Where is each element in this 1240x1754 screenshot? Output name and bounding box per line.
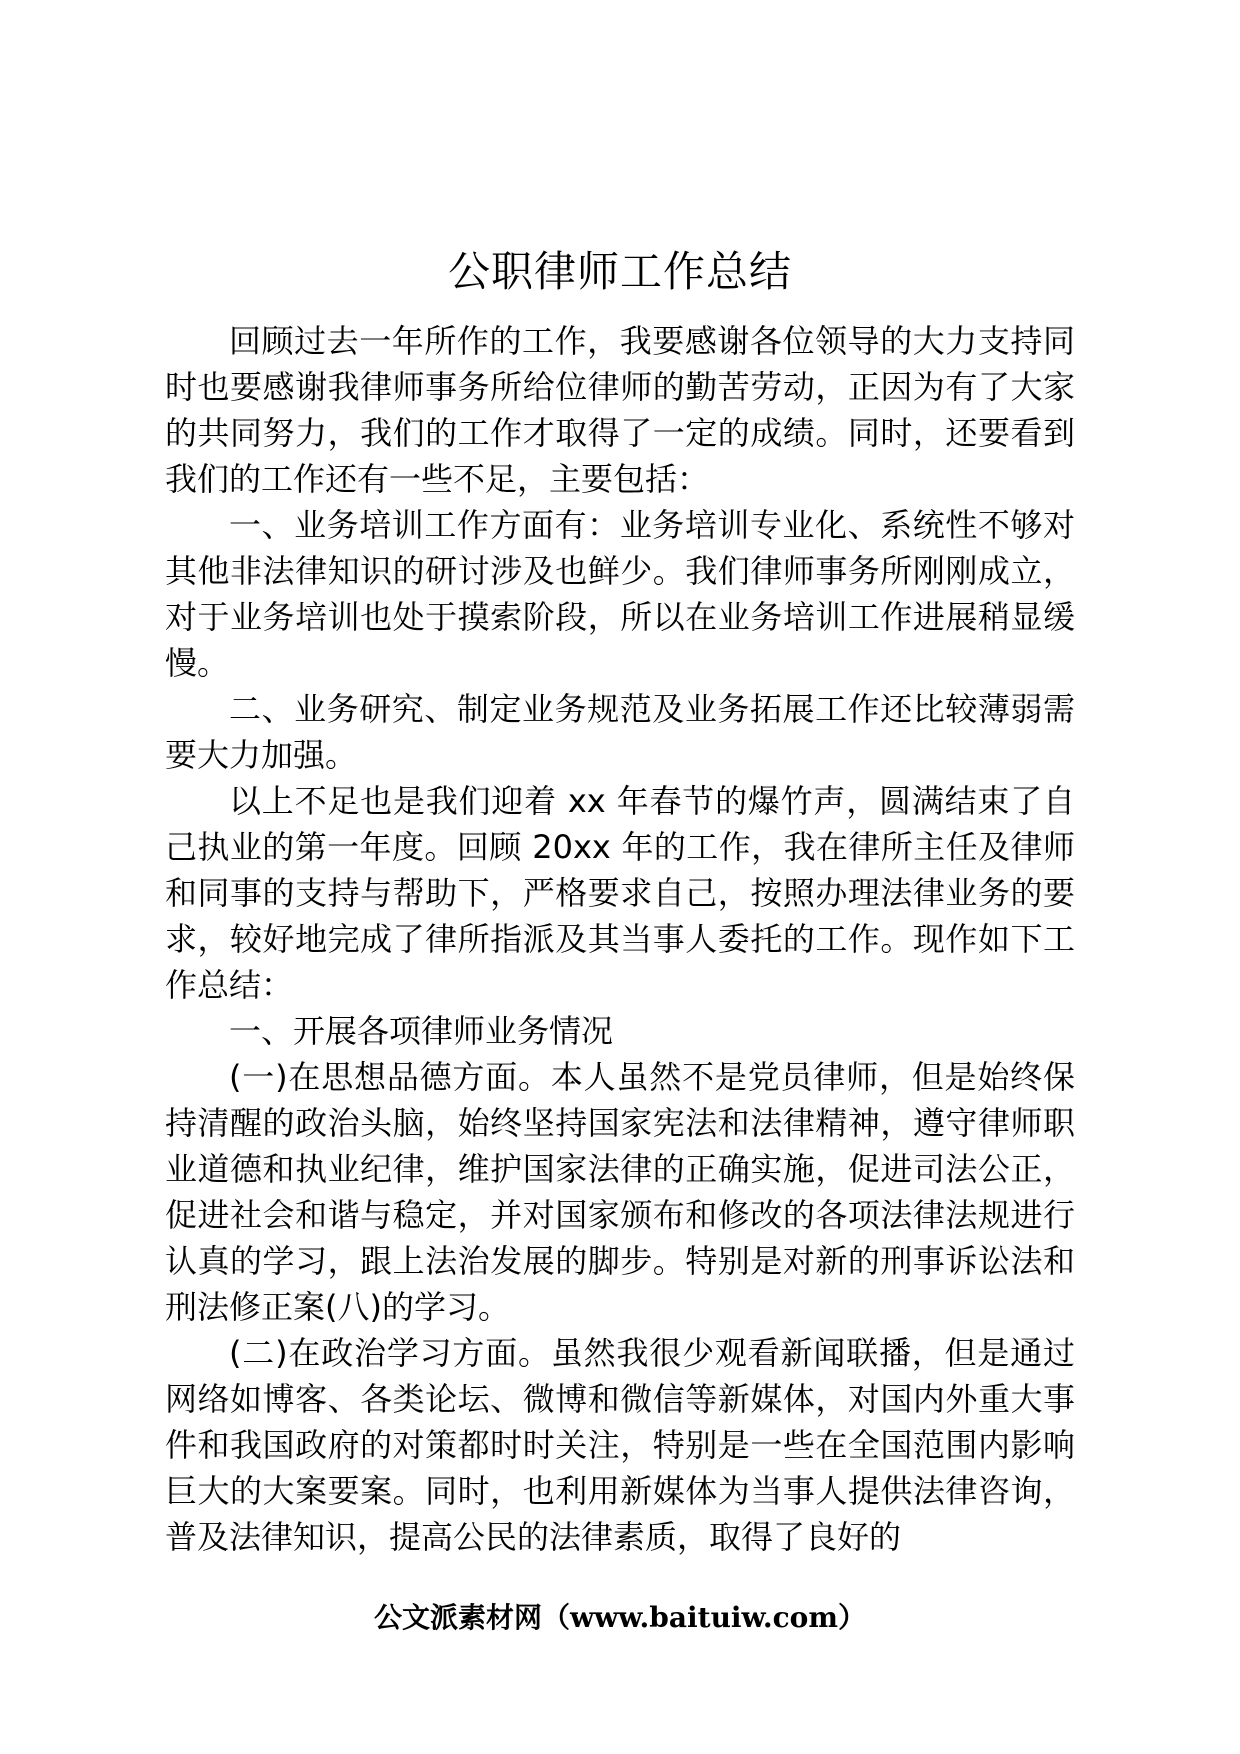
paragraph-intro: 回顾过去一年所作的工作，我要感谢各位领导的大力支持同时也要感谢我律师事务所给位律师的勤苦劳动，正因为有了大家的共同努力，我们的工作才取得了一定的成绩。同时，还要看到我们的工作还有一些不足，主要包括： xyxy=(165,322,1075,498)
document-body xyxy=(165,318,1075,1560)
paragraph-training: 一、业务培训工作方面有：业务培训专业化、系统性不够对其他非法律知识的研讨涉及也鲜少。我们律师事务所刚刚成立，对于业务培训也处于摸索阶段，所以在业务培训工作进展稍显缓慢。 xyxy=(165,506,1075,682)
paragraph-summary-intro: 以上不足也是我们迎着 xx 年春节的爆竹声，圆满结束了自己执业的第一年度。回顾 20xx 年的工作，我在律所主任及律师和同事的支持与帮助下，严格要求自己，按照办理法律业务的要求，较好地完成了律所指派及其当事人委托的工作。现作如下工作总结： xyxy=(165,782,1075,1004)
document-title: 公职律师工作总结 xyxy=(447,247,792,296)
footer-watermark: 公文派素材网（www.baituiw.com） xyxy=(374,1601,866,1634)
section-heading: 一、开展各项律师业务情况 xyxy=(229,1012,614,1050)
paragraph-ideology: (一)在思想品德方面。本人虽然不是党员律师，但是始终保持清醒的政治头脑，始终坚持国家宪法和法律精神，遵守律师职业道德和执业纪律，维护国家法律的正确实施，促进司法公正，促进社会和谐与稳定，并对国家颁布和修改的各项法律法规进行认真的学习，跟上法治发展的脚步。特别是对新的刑事诉讼法和刑法修正案(八)的学习。 xyxy=(165,1058,1075,1326)
paragraph-research: 二、业务研究、制定业务规范及业务拓展工作还比较薄弱需要大力加强。 xyxy=(165,690,1075,774)
paragraph-political-study: (二)在政治学习方面。虽然我很少观看新闻联播，但是通过网络如博客、各类论坛、微博和微信等新媒体，对国内外重大事件和我国政府的对策都时时关注，特别是一些在全国范围内影响巨大的大案要案。同时，也利用新媒体为当事人提供法律咨询，普及法律知识，提高公民的法律素质，取得了良好的 xyxy=(165,1334,1075,1556)
